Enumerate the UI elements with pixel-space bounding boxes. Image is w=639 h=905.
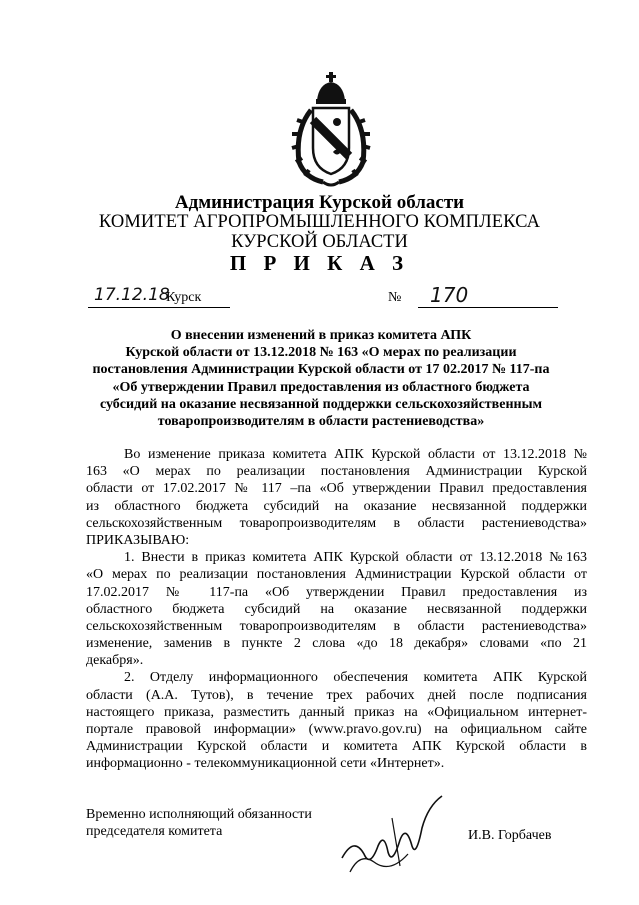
subject-line: Курской области от 13.12.2018 № 163 «О мерах по реализации [125, 345, 517, 361]
body-line: изменение, заменив в пункте 2 слова «до 18 декабря» словами «по 21 [86, 636, 587, 652]
body-line: 17.02.2017 № 117-па «Об утверждении Правил предоставления из [86, 584, 587, 600]
body-line: из областного бюджета субсидий на оказание несвязанной поддержки [86, 498, 587, 514]
handwritten-date: 17.12.18 [94, 285, 170, 305]
document-type: П Р И К А З [229, 251, 410, 275]
city: Курск [166, 290, 202, 305]
body-line: портале правовой информации» (www.pravo.gov.ru) на официальном сайте [86, 722, 587, 737]
body-line: 2. Отделу информационного обеспечения комитета АПК Курской [124, 670, 587, 686]
signature-icon [330, 788, 460, 884]
body-line: информационно - телекоммуникационной сети «Интернет». [86, 756, 445, 772]
body-line: «О мерах по реализации постановления Администрации Курской области от [86, 567, 587, 583]
body-line: областного бюджета субсидий на оказание несвязанной поддержки [86, 601, 587, 617]
signatory-position: Временно исполняющий обязанности [86, 807, 312, 822]
body-line: 163 «О мерах по реализации постановления Администрации Курской [86, 464, 587, 480]
subject-line: постановления Администрации Курской области от 17 02.2017 № 117-па [92, 362, 550, 378]
body-line: области от 17.02.2017 № 117 –па «Об утверждении Правил предоставления [86, 481, 587, 497]
body-line: Во изменение приказа комитета АПК Курской области от 13.12.2018 № [124, 447, 587, 462]
date-underline [88, 307, 230, 308]
signatory-position-2: председателя комитета [86, 824, 223, 840]
order-keyword: ПРИКАЗЫВАЮ: [86, 532, 190, 548]
body-line: сельскохозяйственным товаропроизводителям в области растениеводства» [86, 515, 587, 531]
signatory-name: И.В. Горбачев [468, 828, 552, 843]
number-label: № [388, 290, 402, 305]
body-line: области (А.А. Тутов), в течение трех рабочих дней после подписания [86, 687, 587, 703]
body-line: 1. Внести в приказ комитета АПК Курской области от 13.12.2018 №163 [124, 550, 587, 566]
body-line: Администрации Курской области и комитета АПК Курской области в [86, 739, 587, 755]
handwritten-number: 170 [430, 283, 469, 307]
date-number-line [88, 283, 558, 313]
region-name: КУРСКОЙ ОБЛАСТИ [231, 232, 408, 252]
subject-line: «Об утверждении Правил предоставления из областного бюджета [112, 379, 530, 395]
subject-line: О внесении изменений в приказ комитета АПК [170, 328, 472, 343]
committee-name: КОМИТЕТ АГРОПРОМЫШЛЕННОГО КОМПЛЕКСА [98, 212, 541, 232]
body-line: сельскохозяйственным товаропроизводителям в области растениеводства» [86, 618, 587, 634]
org-name: Администрация Курской области [174, 192, 465, 213]
body-line: декабря». [86, 653, 144, 669]
subject-line: субсидий на оказание несвязанной поддержки сельскохозяйственным [99, 396, 543, 412]
document-body [86, 446, 587, 773]
document-subject [86, 327, 556, 430]
coat-of-arms-icon [289, 70, 373, 190]
body-line: настоящего приказа, разместить данный приказ на «Официальном интернет- [86, 704, 587, 720]
subject-line: товаропроизводителям в области растениеводства» [157, 414, 485, 430]
number-underline [418, 307, 558, 308]
